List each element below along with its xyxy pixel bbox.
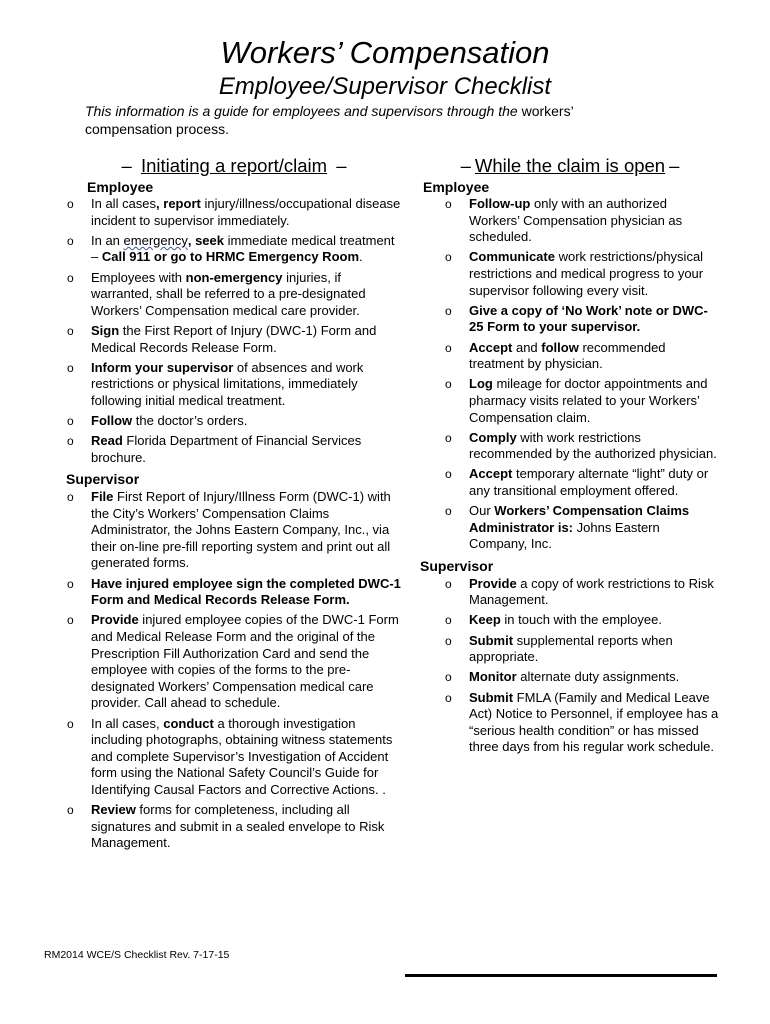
item-text-b: Give a copy of ‘No Work’ note or DWC-25 Form to your supervisor. — [469, 302, 708, 335]
left-heading-text: Initiating a report/claim — [140, 155, 328, 176]
heading-dash: – — [121, 155, 132, 176]
item-text-b: Have injured employee sign the completed DWC-1 Form and Medical Records Release Form. — [91, 575, 401, 608]
bullet-icon: o — [67, 270, 74, 285]
item-text-b: , seek — [187, 232, 224, 248]
item-text-c: Johns Eastern Company, Inc. — [469, 519, 660, 552]
item-text-c: alternate duty assignments. — [516, 669, 680, 685]
item-text-b: Inform your supervisor — [91, 359, 234, 375]
bullet-icon: o — [445, 504, 452, 519]
bullet-icon: o — [445, 197, 452, 211]
checklist-item — [444, 303, 720, 336]
bullet-icon: o — [445, 467, 452, 482]
item-text-b: Accept — [469, 466, 513, 482]
item-text-b: Accept — [469, 339, 513, 355]
checklist-item — [444, 690, 720, 756]
item-text-b: non-emergency — [185, 269, 283, 285]
item-text-b: Sign — [91, 322, 120, 338]
checklist-item — [66, 360, 402, 410]
item-text-c: of absences and work restrictions or physical limitations, immediately following initial medical treatment. — [91, 359, 364, 408]
item-text-c: with work restrictions recommended by the authorized physician. — [469, 429, 717, 462]
item-text-c: temporary alternate “light” duty or any transitional employment offered. — [469, 466, 709, 499]
bullet-icon: o — [445, 430, 452, 445]
bullet-icon: o — [445, 340, 452, 355]
checklist-item — [444, 196, 720, 246]
item-text-b: Provide — [469, 575, 517, 591]
item-text-c: injured employee copies of the DWC-1 Form and Medical Release Form and the original of the Prescription Fill Authorization Card and send the employee with copies of the forms to the pre-designated Workers’ Compensation medical care provider. Call ahead to schedule. — [91, 612, 399, 711]
item-text-c: FMLA (Family and Medical Leave Act) Notice to Personnel, if employee has a “serious health condition” or has missed three days from his regular work schedule. — [469, 689, 719, 755]
item-text-a: In all cases — [91, 196, 157, 211]
bullet-icon: o — [445, 303, 452, 318]
checklist-item — [66, 716, 402, 799]
bullet-icon: o — [67, 490, 74, 505]
bullet-icon: o — [445, 250, 452, 265]
item-text-c: First Report of Injury/Illness Form (DWC-1) with the City’s Workers’ Compensation Claims Administrator, the Johns Eastern Company, Inc., via their on-line pre-fill reporting system and print out all generated forms. — [91, 489, 391, 571]
bullet-icon: o — [445, 633, 452, 648]
left-supervisor-label: Supervisor — [66, 471, 140, 488]
item-text-c: injuries, if warranted, shall be referred to a pre-designated Workers’ Compensation medical care provider. — [91, 269, 366, 318]
right-employee-label: Employee — [423, 179, 490, 195]
item-text-c: the First Report of Injury (DWC-1) Form and Medical Records Release Form. — [91, 322, 377, 355]
bullet-icon: o — [445, 576, 452, 591]
item-text-b: Review — [91, 802, 136, 818]
bullet-icon: o — [67, 434, 74, 449]
checklist-item — [66, 802, 402, 852]
item-text-c: only with an authorized Workers’ Compensation physician as scheduled. — [469, 196, 683, 245]
checklist-item — [66, 489, 402, 572]
left-supervisor-list — [66, 489, 402, 852]
intro-italic: This information is a guide for employees and supervisors through the — [85, 103, 518, 119]
checklist-item — [66, 413, 402, 430]
checklist-item — [444, 340, 720, 373]
item-text-squig: emergency — [123, 232, 188, 248]
checklist-item — [66, 612, 402, 712]
left-section-heading — [66, 154, 402, 178]
checklist-item — [444, 576, 720, 609]
bullet-icon: o — [67, 197, 74, 211]
item-text-c: forms for completeness, including all signatures and submit in a sealed envelope to Risk Management. — [91, 802, 385, 851]
item-text-e: recommended treatment by physician. — [469, 339, 666, 372]
item-text-c: immediate medical treatment – — [91, 232, 395, 265]
item-text-b: Provide — [91, 612, 139, 628]
item-text-c: the doctor’s orders. — [132, 413, 248, 429]
bullet-icon: o — [445, 670, 452, 685]
intro-text — [85, 102, 645, 138]
right-heading-text: While the claim is open — [474, 155, 666, 176]
document-title: Workers’ Compensation — [220, 35, 550, 70]
checklist-item — [444, 249, 720, 299]
checklist-item — [444, 633, 720, 666]
bullet-icon: o — [445, 613, 452, 628]
left-employee-label: Employee — [87, 179, 154, 195]
bullet-icon: o — [67, 716, 74, 731]
footer-revision: RM2014 WCE/S Checklist Rev. 7-17-15 — [44, 949, 230, 961]
left-column — [66, 154, 402, 856]
item-text-b: Workers’ Compensation Claims Administrator is: — [469, 503, 690, 535]
item-text-c: a copy of work restrictions to Risk Management. — [469, 575, 714, 608]
checklist-item — [444, 376, 720, 426]
item-text-b: conduct — [163, 715, 214, 731]
item-text-b: , report — [156, 196, 201, 211]
right-column — [420, 154, 720, 760]
bullet-icon: o — [445, 690, 452, 705]
item-text-c: work restrictions/physical restrictions and medical progress to your supervisor following every visit. — [469, 249, 704, 298]
item-text-c: injury/illness/occupational disease incident to supervisor immediately. — [91, 196, 401, 228]
checklist-item — [66, 576, 402, 609]
heading-dash: – — [460, 155, 471, 176]
checklist-item — [444, 669, 720, 686]
item-text-b: Comply — [469, 429, 517, 445]
item-text-b: Keep — [469, 612, 501, 628]
bullet-icon: o — [67, 360, 74, 375]
checklist-item — [66, 323, 402, 356]
item-text-d: Call 911 or go to HRMC Emergency Room — [101, 249, 360, 265]
item-text-b: Monitor — [469, 669, 517, 685]
document-subtitle: Employee/Supervisor Checklist — [218, 73, 552, 100]
item-text-b: Submit — [469, 689, 514, 705]
item-text-c: mileage for doctor appointments and pharmacy visits related to your Workers’ Compensation claim. — [469, 376, 708, 425]
right-supervisor-label: Supervisor — [420, 557, 494, 574]
item-text-b: Log — [469, 376, 493, 392]
bullet-icon: o — [67, 233, 74, 248]
bullet-icon: o — [67, 613, 74, 628]
item-text-b: Follow — [91, 413, 133, 429]
checklist-item — [66, 196, 402, 229]
right-section-heading — [420, 154, 720, 178]
item-text-c: and — [512, 339, 542, 355]
signature-line — [405, 974, 717, 977]
item-text-b: Submit — [469, 632, 514, 648]
bullet-icon: o — [67, 803, 74, 818]
checklist-item — [66, 270, 402, 320]
checklist-item — [444, 466, 720, 499]
right-employee-list — [420, 196, 720, 553]
item-text-d: follow — [541, 339, 579, 355]
item-text-b: File — [91, 489, 114, 505]
item-text-c: supplemental reports when appropriate. — [469, 632, 673, 665]
item-text-c: Florida Department of Financial Services brochure. — [91, 433, 362, 465]
checklist-item — [66, 233, 402, 266]
bullet-icon: o — [445, 377, 452, 392]
checklist-item — [444, 430, 720, 463]
heading-dash: – — [669, 155, 680, 176]
item-text-a: Our — [469, 503, 495, 519]
item-text-e: . — [359, 249, 363, 265]
heading-dash: – — [336, 155, 347, 176]
item-text-b: Communicate — [469, 249, 555, 265]
bullet-icon: o — [67, 414, 74, 429]
checklist-item — [444, 612, 720, 629]
left-employee-list — [66, 196, 402, 466]
bullet-icon: o — [67, 323, 74, 338]
right-supervisor-list — [420, 576, 720, 756]
bullet-icon: o — [67, 576, 74, 591]
item-text-b: Read — [91, 433, 123, 449]
checklist-item — [66, 433, 402, 466]
item-text-c: a thorough investigation including photographs, obtaining witness statements and complete Supervisor’s Investigation of Accident form using the National Safety Council’s Guide for Identifying Causal Factors and Corrective Actions. . — [91, 715, 393, 797]
checklist-item — [444, 503, 720, 553]
item-text-c: in touch with the employee. — [500, 612, 662, 628]
item-text-b: Follow-up — [469, 196, 531, 211]
item-text-a: Employees with — [91, 269, 186, 285]
item-text-a: In all cases, — [91, 715, 164, 731]
intro-plain: workers’ compensation process. — [85, 103, 574, 137]
item-text-a: In an — [91, 232, 124, 248]
